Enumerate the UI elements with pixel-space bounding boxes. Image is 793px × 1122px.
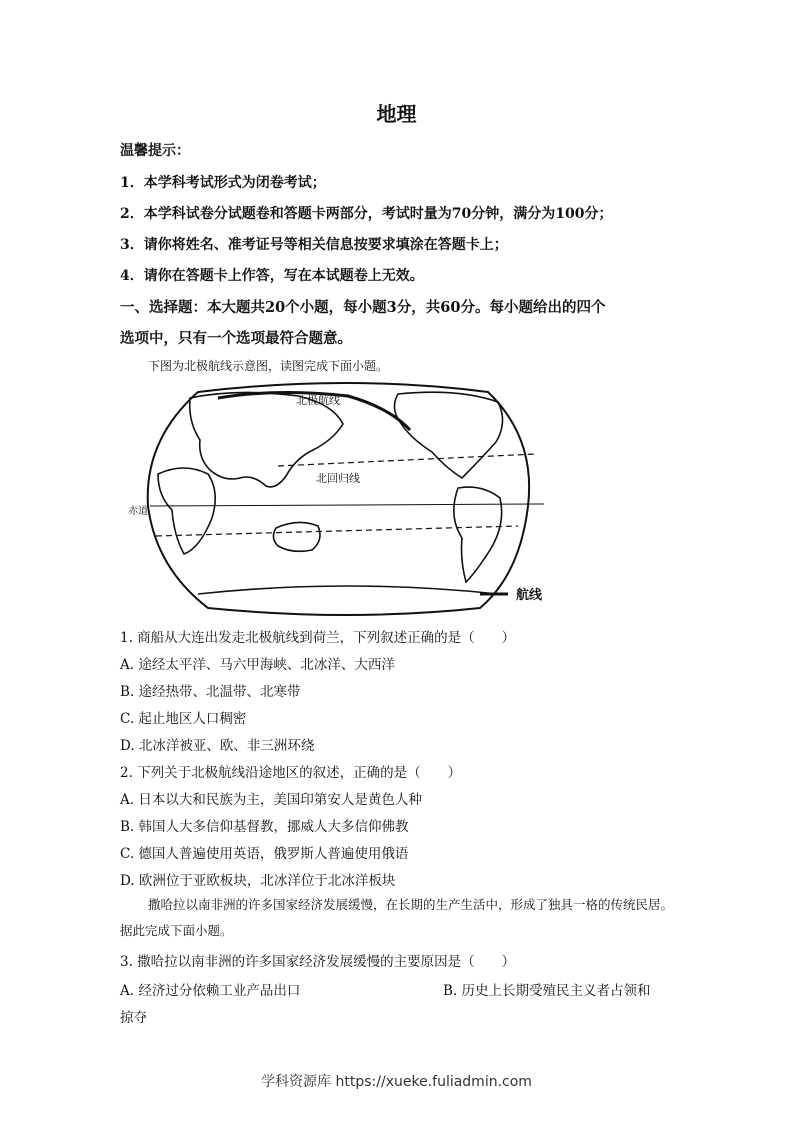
passage: 撒哈拉以南非洲的许多国家经济发展缓慢，在长期的生产生活中，形成了独具一格的传统民居。据此完成下面小题。 — [120, 897, 674, 938]
tips-heading: 温馨提示： — [120, 143, 190, 159]
question-1-option-a: A. 途经太平洋、马六甲海峡、北冰洋、大西洋 — [120, 657, 395, 673]
arctic-route-label: 北极航线 — [296, 394, 340, 407]
tip-4: 4．请你在答题卡上作答，写在本试题卷上无效。 — [120, 268, 424, 284]
question-3-stem: 3. 撒哈拉以南非洲的许多国家经济发展缓慢的主要原因是（ ） — [120, 954, 516, 970]
question-2-stem: 2. 下列关于北极航线沿途地区的叙述，正确的是（ ） — [120, 765, 462, 781]
tip-1: 1．本学科考试形式为闭卷考试； — [120, 175, 326, 191]
tropic-label: 北回归线 — [316, 472, 360, 485]
question-1-option-d: D. 北冰洋被亚、欧、非三洲环绕 — [120, 738, 315, 754]
equator-label: 赤道 — [128, 506, 148, 517]
question-3-option-a: A. 经济过分依赖工业产品出口 — [120, 983, 301, 999]
section-heading: 一、选择题：本大题共20个小题，每小题3分，共60分。每小题给出的四个 — [120, 299, 606, 316]
arctic-route-map — [128, 378, 568, 618]
question-2-option-b: B. 韩国人大多信仰基督教，挪威人大多信仰佛教 — [120, 819, 409, 835]
page-title: 地理 — [376, 102, 417, 126]
footer-watermark: 学科资源库 https://xueke.fuliadmin.com — [261, 1074, 532, 1090]
question-1-option-c: C. 起止地区人口稠密 — [120, 711, 247, 727]
tip-3: 3．请你将姓名、准考证号等相关信息按要求填涂在答题卡上； — [120, 237, 508, 253]
question-3-option-b-cont: 掠夺 — [120, 1010, 147, 1026]
section-heading-cont: 选项中，只有一个选项最符合题意。 — [120, 330, 352, 347]
legend-label: 航线 — [516, 588, 543, 603]
question-1-option-b: B. 途经热带、北温带、北寒带 — [120, 684, 301, 700]
question-3-option-b: B. 历史上长期受殖民主义者占领和 — [443, 983, 651, 999]
question-2-option-a: A. 日本以大和民族为主，美国印第安人是黄色人种 — [120, 792, 422, 808]
question-2-option-c: C. 德国人普遍使用英语，俄罗斯人普遍使用俄语 — [120, 846, 409, 862]
question-1-stem: 1. 商船从大连出发走北极航线到荷兰，下列叙述正确的是（ ） — [120, 630, 516, 646]
tip-2: 2．本学科试卷分试题卷和答题卡两部分，考试时量为70分钟，满分为100分； — [120, 206, 613, 222]
map-caption: 下图为北极航线示意图，读图完成下面小题。 — [148, 359, 389, 373]
question-2-option-d: D. 欧洲位于亚欧板块，北冰洋位于北冰洋板块 — [120, 873, 396, 889]
